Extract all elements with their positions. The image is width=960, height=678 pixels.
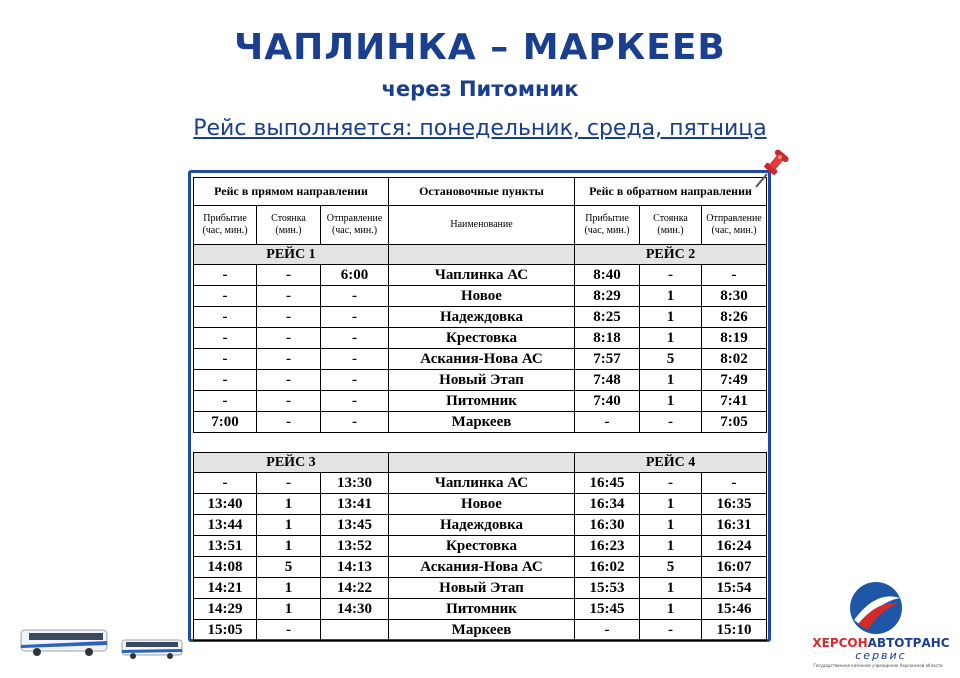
block-gap (194, 433, 767, 453)
arrival-cell: 7:40 (575, 391, 640, 412)
stop-cell: 1 (640, 370, 702, 391)
stop-cell: - (257, 349, 321, 370)
col-arrival: Прибытие (час, мин.) (194, 206, 257, 245)
departure-cell: - (321, 391, 389, 412)
table-row (194, 286, 767, 307)
stop-cell: 1 (257, 599, 321, 620)
stop-name-cell: Аскания-Нова АС (389, 349, 575, 370)
stop-name-cell: Крестовка (389, 536, 575, 557)
table-row (194, 473, 767, 494)
stop-cell: 1 (640, 307, 702, 328)
table-row (194, 494, 767, 515)
table-row (194, 578, 767, 599)
departure-cell (321, 620, 389, 641)
arrival-cell: 7:48 (575, 370, 640, 391)
departure-cell: 16:35 (702, 494, 767, 515)
stop-cell: 5 (640, 557, 702, 578)
departure-cell: 13:41 (321, 494, 389, 515)
table-row (194, 412, 767, 433)
departure-cell: 16:07 (702, 557, 767, 578)
departure-cell: 8:19 (702, 328, 767, 349)
route-subtitle: через Питомник (381, 77, 579, 101)
departure-cell: 16:24 (702, 536, 767, 557)
logo-road-icon (848, 580, 904, 636)
stop-name-cell: Питомник (389, 599, 575, 620)
bus-icon (120, 638, 184, 660)
arrival-cell: - (194, 349, 257, 370)
stop-cell: - (257, 307, 321, 328)
stop-cell: - (257, 370, 321, 391)
bus-icon (19, 627, 109, 657)
trip-label: РЕЙС 2 (575, 245, 767, 265)
arrival-cell: 8:29 (575, 286, 640, 307)
col-arrival: Прибытие (час, мин.) (575, 206, 640, 245)
stop-cell: 1 (640, 494, 702, 515)
pushpin-icon (750, 147, 790, 191)
stop-cell: - (257, 620, 321, 641)
trip-label-spacer (389, 245, 575, 265)
arrival-cell: 13:40 (194, 494, 257, 515)
stop-cell: 1 (640, 515, 702, 536)
arrival-cell: 16:30 (575, 515, 640, 536)
arrival-cell: 8:18 (575, 328, 640, 349)
stop-cell: 1 (257, 536, 321, 557)
logo-name-part1: ХЕРСОН (812, 636, 868, 650)
departure-cell: 6:00 (321, 265, 389, 286)
departure-cell: - (321, 328, 389, 349)
arrival-cell: - (194, 286, 257, 307)
stop-name-cell: Маркеев (389, 412, 575, 433)
table-row (194, 370, 767, 391)
stop-name-cell: Надеждовка (389, 307, 575, 328)
stop-cell: 1 (640, 286, 702, 307)
arrival-cell: 13:51 (194, 536, 257, 557)
departure-cell: 7:49 (702, 370, 767, 391)
table-row (194, 265, 767, 286)
arrival-cell: - (194, 328, 257, 349)
stop-name-cell: Новый Этап (389, 370, 575, 391)
arrival-cell: - (575, 412, 640, 433)
departure-cell: 7:41 (702, 391, 767, 412)
departure-cell: 15:54 (702, 578, 767, 599)
stop-cell: 1 (640, 536, 702, 557)
stop-name-cell: Чаплинка АС (389, 265, 575, 286)
stop-cell: 1 (640, 391, 702, 412)
stop-name-cell: Крестовка (389, 328, 575, 349)
departure-cell: 14:22 (321, 578, 389, 599)
departure-cell: 8:02 (702, 349, 767, 370)
departure-cell: 16:31 (702, 515, 767, 536)
timetable (193, 177, 767, 641)
departure-cell: - (702, 265, 767, 286)
departure-cell: 13:45 (321, 515, 389, 536)
stop-cell: 1 (257, 578, 321, 599)
stop-cell: - (257, 265, 321, 286)
arrival-cell: 8:25 (575, 307, 640, 328)
header-stops: Остановочные пункты (389, 178, 575, 206)
arrival-cell: - (575, 620, 640, 641)
departure-cell: 15:10 (702, 620, 767, 641)
arrival-cell: - (194, 473, 257, 494)
arrival-cell: 16:23 (575, 536, 640, 557)
trip-label-spacer (389, 453, 575, 473)
departure-cell: 13:52 (321, 536, 389, 557)
arrival-cell: 7:00 (194, 412, 257, 433)
table-row (194, 599, 767, 620)
departure-cell: - (321, 286, 389, 307)
stop-cell: - (257, 473, 321, 494)
stop-name-cell: Аскания-Нова АС (389, 557, 575, 578)
arrival-cell: 8:40 (575, 265, 640, 286)
trip-label: РЕЙС 3 (194, 453, 389, 473)
table-row (194, 557, 767, 578)
departure-cell: - (321, 349, 389, 370)
arrival-cell: 13:44 (194, 515, 257, 536)
stop-cell: - (640, 412, 702, 433)
stop-cell: 1 (640, 599, 702, 620)
stop-cell: - (257, 286, 321, 307)
departure-cell: 14:13 (321, 557, 389, 578)
stop-cell: 5 (640, 349, 702, 370)
departure-cell: - (321, 412, 389, 433)
col-departure: Отправление (час, мин.) (702, 206, 767, 245)
departure-cell: - (702, 473, 767, 494)
logo-name-part2: АВТОТРАНС (867, 636, 950, 650)
stop-name-cell: Новое (389, 494, 575, 515)
arrival-cell: 14:21 (194, 578, 257, 599)
departure-cell: 14:30 (321, 599, 389, 620)
table-row (194, 349, 767, 370)
arrival-cell: 15:53 (575, 578, 640, 599)
col-departure: Отправление (час, мин.) (321, 206, 389, 245)
stop-cell: 1 (257, 515, 321, 536)
stop-name-cell: Питомник (389, 391, 575, 412)
stop-name-cell: Чаплинка АС (389, 473, 575, 494)
logo-org: Государственное казенное учреждение Херсонской области (813, 663, 943, 668)
stop-cell: - (257, 391, 321, 412)
table-row (194, 620, 767, 641)
table-row (194, 307, 767, 328)
arrival-cell: 16:02 (575, 557, 640, 578)
stop-cell: - (640, 620, 702, 641)
schedule-days: Рейс выполняется: понедельник, среда, пятница (193, 116, 767, 141)
arrival-cell: - (194, 391, 257, 412)
header-return: Рейс в обратном направлении (575, 178, 767, 206)
stop-cell: 1 (640, 578, 702, 599)
logo-name (806, 636, 956, 650)
arrival-cell: 15:45 (575, 599, 640, 620)
page-title: ЧАПЛИНКА – МАРКЕЕВ (234, 27, 726, 68)
departure-cell: 15:46 (702, 599, 767, 620)
trip-label: РЕЙС 1 (194, 245, 389, 265)
table-row (194, 391, 767, 412)
departure-cell: 7:05 (702, 412, 767, 433)
stop-cell: - (257, 412, 321, 433)
arrival-cell: - (194, 265, 257, 286)
stop-name-cell: Надеждовка (389, 515, 575, 536)
arrival-cell: 14:08 (194, 557, 257, 578)
stop-cell: 1 (257, 494, 321, 515)
departure-cell: - (321, 307, 389, 328)
arrival-cell: 7:57 (575, 349, 640, 370)
table-row (194, 515, 767, 536)
stop-cell: 5 (257, 557, 321, 578)
header-forward: Рейс в прямом направлении (194, 178, 389, 206)
trip-label: РЕЙС 4 (575, 453, 767, 473)
departure-cell: - (321, 370, 389, 391)
departure-cell: 8:30 (702, 286, 767, 307)
stop-name-cell: Новое (389, 286, 575, 307)
stop-cell: 1 (640, 328, 702, 349)
timetable-frame (188, 170, 771, 642)
arrival-cell: 16:34 (575, 494, 640, 515)
arrival-cell: 14:29 (194, 599, 257, 620)
table-row (194, 536, 767, 557)
arrival-cell: 15:05 (194, 620, 257, 641)
col-stop: Стоянка (мин.) (257, 206, 321, 245)
arrival-cell: - (194, 370, 257, 391)
stop-name-cell: Маркеев (389, 620, 575, 641)
departure-cell: 13:30 (321, 473, 389, 494)
arrival-cell: - (194, 307, 257, 328)
table-row (194, 328, 767, 349)
stop-cell: - (640, 473, 702, 494)
arrival-cell: 16:45 (575, 473, 640, 494)
stop-cell: - (257, 328, 321, 349)
logo-service: сервис (855, 649, 907, 662)
stop-cell: - (640, 265, 702, 286)
departure-cell: 8:26 (702, 307, 767, 328)
col-name: Наименование (389, 206, 575, 245)
stop-name-cell: Новый Этап (389, 578, 575, 599)
col-stop: Стоянка (мин.) (640, 206, 702, 245)
